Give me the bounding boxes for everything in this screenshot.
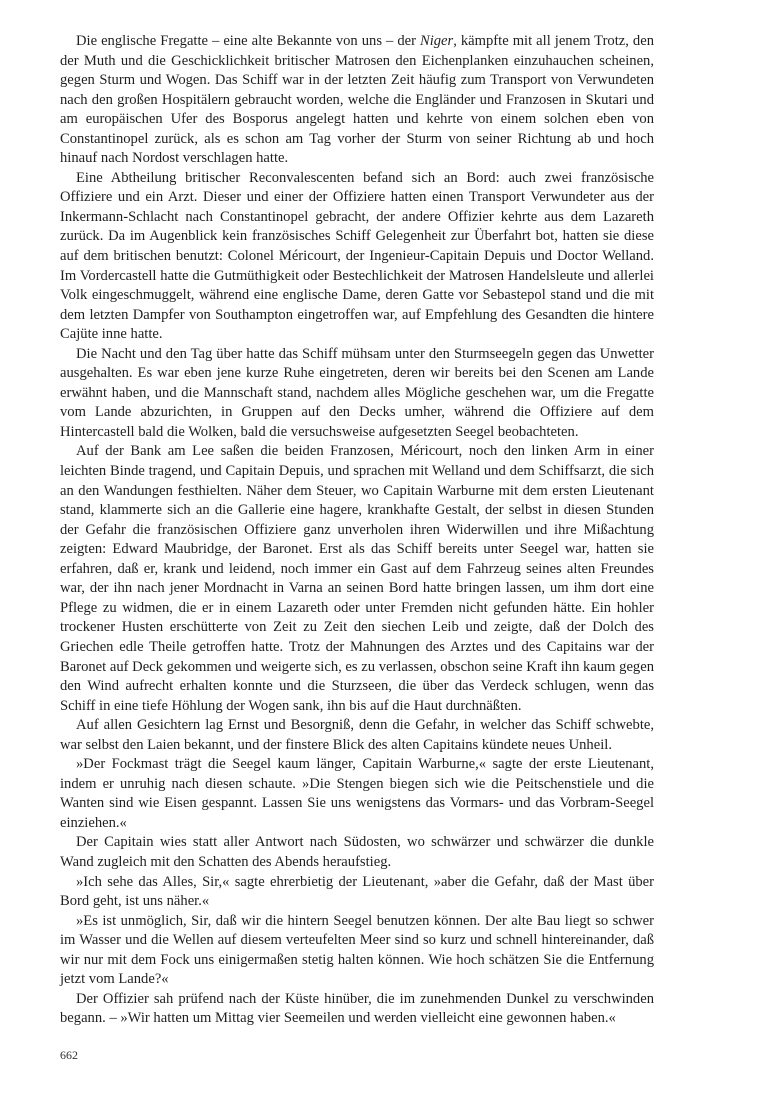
paragraph-text: »Der Fockmast trägt die Seegel kaum länger, Capitain Warburne,« sagte der erste Lieutenant, indem er unruhig nach diesen schaute. »Die Stengen biegen sich wie die Peitschenstiele und die Wanten sind wie Eisen gespannt. Lassen Sie uns wenigstens das Vormars- und das Vorbram-Seegel einziehen.« [60,756,654,831]
paragraph-text: , kämpfte mit all jenem Trotz, den der Muth und die Geschicklichkeit britischer Matrosen den Eichenplanken einzuhauchen scheinen, gegen Sturm und Wogen. Das Schiff war in der letzten Zeit häufig zum Transport von Verwundeten nach den großen Hospitälern gebraucht worden, welche die Engländer und Franzosen in Skutari und am europäischen Ufer des Bosporus angelegt hatten und kehrte von einem solchen eben von Constantinopel zurück, als es schon am Tag vorher der Sturm von seiner Richtung ab und hoch hinauf nach Nordost verschlagen hatte. [60,33,654,167]
paragraph [60,169,654,345]
page-number: 662 [60,1048,78,1062]
paragraph-text: Die englische Fregatte – eine alte Bekannte von uns – der [76,33,420,49]
page-body [60,32,654,1029]
paragraph-text: Der Capitain wies statt aller Antwort nach Südosten, wo schwärzer und schwärzer die dunkle Wand zugleich mit den Schatten des Abends heraufstieg. [60,834,654,870]
ship-name: Niger [419,33,454,49]
paragraph [60,716,654,755]
paragraph-text: »Ich sehe das Alles, Sir,« sagte ehrerbietig der Lieutenant, »aber die Gefahr, daß der Mast über Bord geht, ist uns näher.« [60,873,654,910]
paragraph [60,873,654,912]
paragraph [60,345,654,443]
paragraph [60,990,654,1029]
paragraph [60,912,654,990]
paragraph [60,32,654,169]
paragraph-text: »Es ist unmöglich, Sir, daß wir die hintern Seegel benutzen können. Der alte Bau liegt so schwer im Wasser und die Wellen auf diesem verteufelten Meer sind so kurz und schnell hintereinander, daß wir nur mit dem Fock uns einigermaßen stetig halten können. Wie hoch schätzen Sie die Entfernung jetzt vom Lande?« [60,912,654,988]
paragraph-text: Auf der Bank am Lee saßen die beiden Franzosen, Méricourt, noch den linken Arm in einer leichten Binde tragend, und Capitain Depuis, und sprachen mit Welland und dem Schiffsarzt, die sich an den Wandungen festhielten. Näher dem Steuer, wo Capitain Warburne mit dem ersten Lieutenant stand, klammerte sich an die Gallerie eine hagere, krankhafte Gestalt, der selbst in diesen Stunden der Gefahr die französischen Offiziere ganz unverholen ihren Widerwillen und ihre Mißachtung zeigten: Edward Maubridge, der Baronet. Erst als das Schiff bereits unter Seegel war, hatten sie erfahren, daß er, krank und leidend, noch immer ein Gast auf dem Fahrzeug seines alten Freundes war, der ihn nach jener Mordnacht in Varna an seinen Bord hatte bringen lassen, um ihm dort eine Pflege zu widmen, die er in einem Lazareth oder unter Fremden nicht gefunden hätte. Ein hohler trockener Husten erschütterte von Zeit zu Zeit den siechen Leib und zeigte, daß der Dolch des Griechen edle Theile getroffen hatte. Trotz der Mahnungen des Arztes und des Capitains war der Baronet auf Deck gekommen und weigerte sich, es zu verlassen, obschon seine Kraft ihn kaum gegen den Wind aufrecht erhalten konnte und die Sturzseen, die über das Verdeck schlugen, wenn das Schiff in eine tiefe Höhlung der Wogen sank, ihn bis auf die Haut durchnäßten. [60,443,654,714]
paragraph [60,833,654,872]
paragraph-text: Auf allen Gesichtern lag Ernst und Besorgniß, denn die Gefahr, in welcher das Schiff schwebte, war selbst den Laien bekannt, und der finstere Blick des alten Capitains kündete neues Unheil. [60,717,654,753]
paragraph-text: Der Offizier sah prüfend nach der Küste hinüber, die im zunehmenden Dunkel zu verschwinden begann. – »Wir hatten um Mittag vier Seemeilen und werden vielleicht eine gewonnen haben.« [60,990,654,1027]
paragraph-text: Die Nacht und den Tag über hatte das Schiff mühsam unter den Sturmseegeln gegen das Unwetter ausgehalten. Es war eben jene kurze Ruhe eingetreten, deren wir bereits bei den Scenen am Lande erwähnt haben, und die Mannschaft stand, nachdem alles Mögliche geschehen war, um die Fregatte vom Lande abzurichten, in Gruppen auf den Decks umher, während die Offiziere auf dem Hintercastell bald die Wolken, bald die versuchsweise aufgesetzten Seegel beobachteten. [60,345,654,440]
paragraph-text: Eine Abtheilung britischer Reconvalescenten befand sich an Bord: auch zwei französische Offiziere und ein Arzt. Dieser und einer der Offiziere hatten einen Transport Verwundeter aus der Inkermann-Schlacht nach Constantinopel gebracht, der andere Offizier kehrte aus dem Lazareth zurück. Da im Augenblick kein französisches Schiff Gelegenheit zur Überfahrt bot, hatten sie diese auf dem britischen benutzt: Colonel Méricourt, der Ingenieur-Capitain Depuis und Doctor Welland. Im Vordercastell hatte die Gutmüthigkeit oder Bestechlichkeit der Matrosen Handelsleute und allerlei Volk eingeschmuggelt, während eine englische Dame, deren Gatte vor Sebastepol stand und die mit dem letzten Dampfer von Southampton eingetroffen war, auf Empfehlung des Gesandten die hintere Cajüte inne hatte. [60,169,654,343]
paragraph [60,442,654,716]
paragraph [60,755,654,833]
